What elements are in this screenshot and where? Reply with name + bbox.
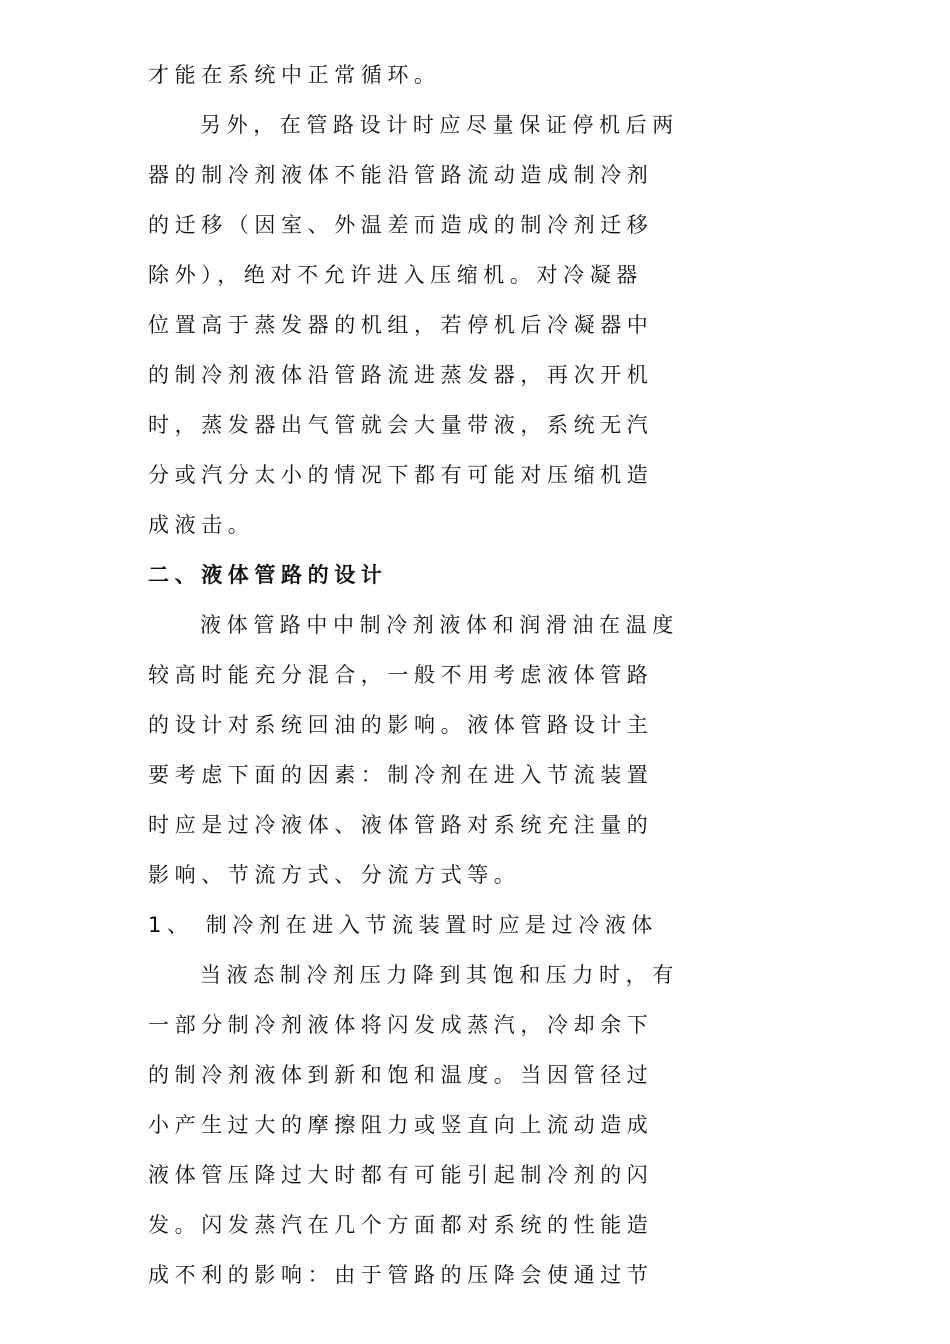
text-line: 的制冷剂液体沿管路流进蒸发器，再次开机: [148, 363, 654, 387]
text-line: 分或汽分太小的情况下都有可能对压缩机造: [148, 463, 654, 487]
text-line: 的迁移（因室、外温差而造成的制冷剂迁移: [148, 213, 654, 237]
text-line: 的制冷剂液体到新和饱和温度。当因管径过: [148, 1063, 654, 1087]
text-line: 成不利的影响：由于管路的压降会使通过节: [148, 1263, 654, 1287]
text-line: 液体管压降过大时都有可能引起制冷剂的闪: [148, 1163, 654, 1187]
text-line: 的设计对系统回油的影响。液体管路设计主: [148, 713, 654, 737]
paragraph-start-line: 当液态制冷剂压力降到其饱和压力时，有: [200, 963, 679, 987]
text-line: 一部分制冷剂液体将闪发成蒸汽，冷却余下: [148, 1013, 654, 1037]
text-line: 小产生过大的摩擦阻力或竖直向上流动造成: [148, 1113, 654, 1137]
text-line: 较高时能充分混合，一般不用考虑液体管路: [148, 663, 654, 687]
text-line: 才能在系统中正常循环。: [148, 63, 441, 87]
text-line: 位置高于蒸发器的机组，若停机后冷凝器中: [148, 313, 654, 337]
text-line: 时，蒸发器出气管就会大量带液，系统无汽: [148, 413, 654, 437]
paragraph-start-line: 另外，在管路设计时应尽量保证停机后两: [200, 113, 679, 137]
text-line: 成液击。: [148, 513, 255, 537]
section-heading: 二、液体管路的设计: [148, 563, 388, 587]
text-line: 器的制冷剂液体不能沿管路流动造成制冷剂: [148, 163, 654, 187]
subsection-heading: 1、 制冷剂在进入节流装置时应是过冷液体: [148, 913, 659, 937]
text-line: 影响、节流方式、分流方式等。: [148, 863, 521, 887]
text-line: 时应是过冷液体、液体管路对系统充注量的: [148, 813, 654, 837]
text-line: 除外），绝对不允许进入压缩机。对冷凝器: [148, 263, 643, 287]
document-page: [148, 50, 792, 1300]
text-line: 要考虑下面的因素：制冷剂在进入节流装置: [148, 763, 654, 787]
paragraph-start-line: 液体管路中中制冷剂液体和润滑油在温度: [200, 613, 679, 637]
text-line: 发。闪发蒸汽在几个方面都对系统的性能造: [148, 1213, 654, 1237]
